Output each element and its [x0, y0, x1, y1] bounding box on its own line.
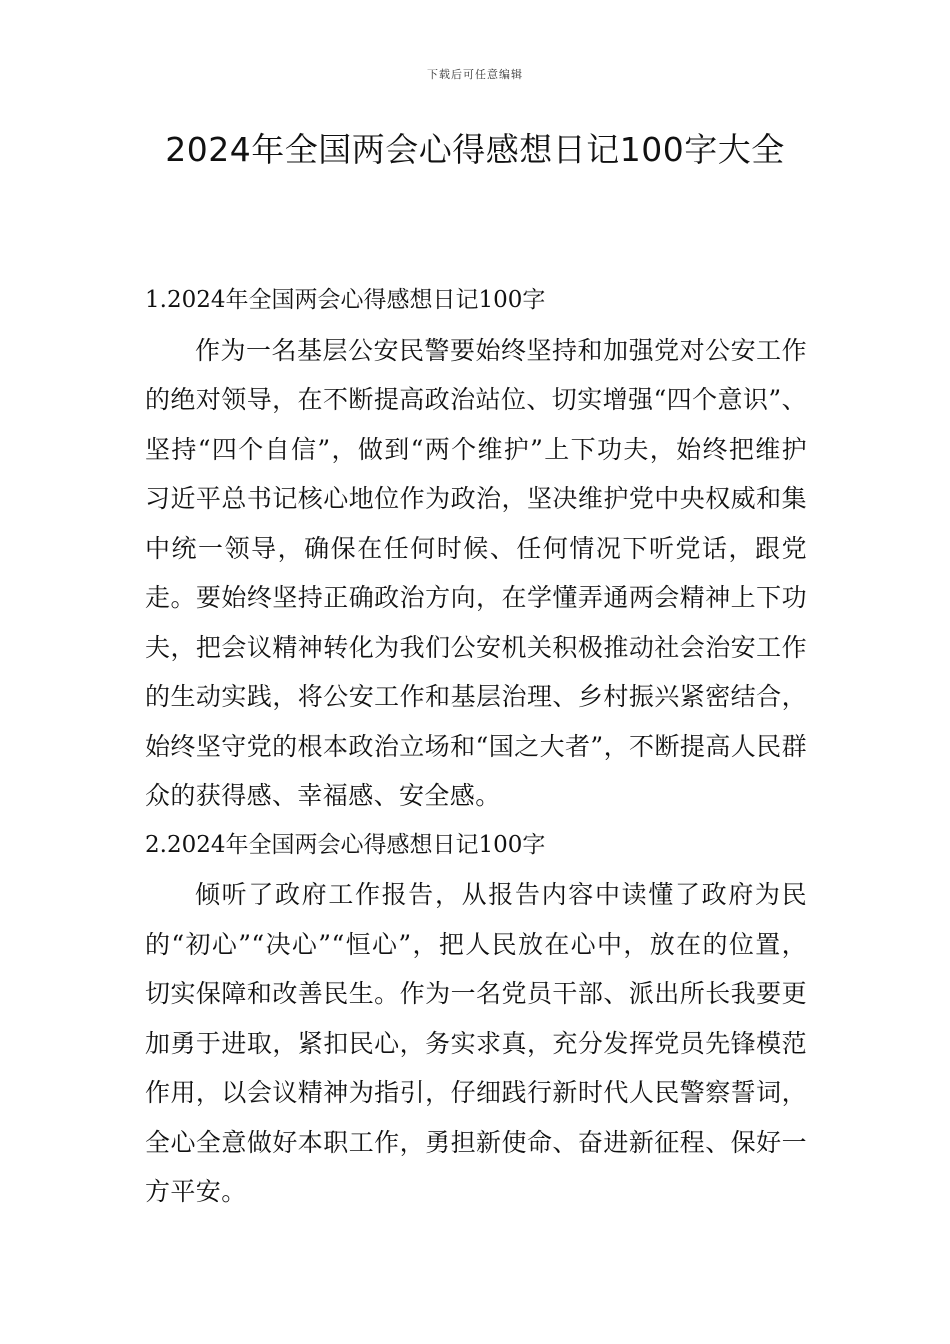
section-heading: 2.2024年全国两会心得感想日记100字 [145, 831, 546, 858]
section-heading: 1.2024年全国两会心得感想日记100字 [145, 287, 546, 313]
document-body [145, 276, 807, 1217]
document-title: 2024年全国两会心得感想日记100字大全 [165, 130, 785, 169]
section-2 [145, 821, 807, 1217]
section-1 [145, 276, 807, 821]
section-paragraph: 作为一名基层公安民警要始终坚持和加强党对公安工作的绝对领导，在不断提高政治站位、切实增强“四个意识”、坚持“四个自信”，做到“两个维护”上下功夫，始终把维护习近平总书记核心地位作为政治，坚决维护党中央权威和集中统一领导，确保在任何时候、任何情况下听党话，跟党走。要始终坚持正确政治方向，在学懂弄通两会精神上下功夫，把会议精神转化为我们公安机关积极推动社会治安工作的生动实践，将公安工作和基层治理、乡村振兴紧密结合，始终坚守党的根本政治立场和“国之大者”，不断提高人民群众的获得感、幸福感、安全感。 [145, 335, 807, 810]
section-paragraph: 倾听了政府工作报告，从报告内容中读懂了政府为民的“初心”“决心”“恒心”，把人民放在心中，放在的位置，切实保障和改善民生。作为一名党员干部、派出所长我要更加勇于进取，紧扣民心，务实求真，充分发挥党员先锋模范作用，以会议精神为指引，仔细践行新时代人民警察誓词，全心全意做好本职工作，勇担新使命、奋进新征程、保好一方平安。 [145, 880, 807, 1206]
header-note: 下载后可任意编辑 [427, 68, 523, 81]
